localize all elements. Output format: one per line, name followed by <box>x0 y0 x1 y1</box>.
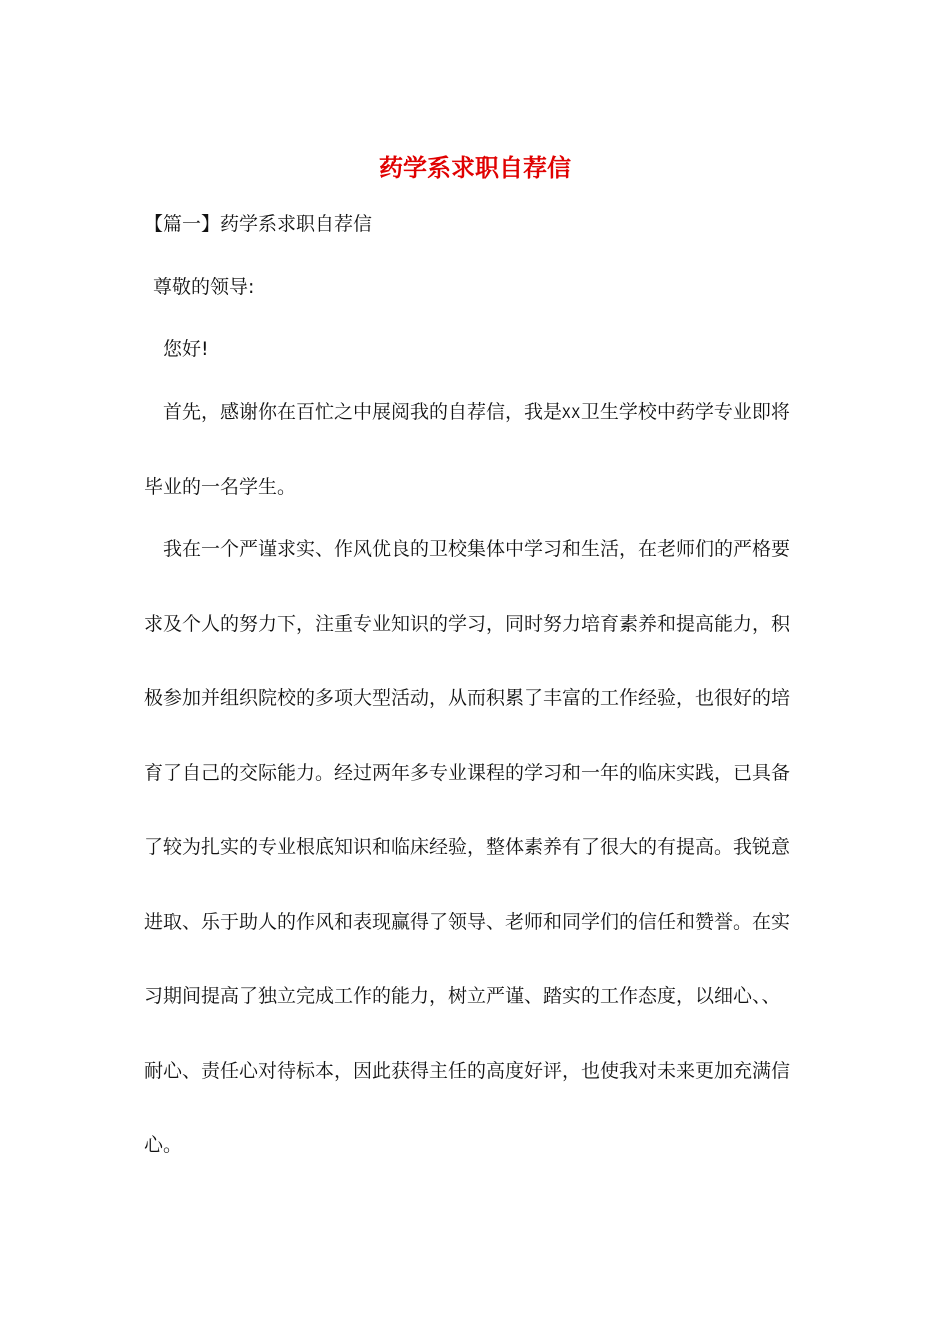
paragraph-2-line-4: 育了自己的交际能力。经过两年多专业课程的学习和一年的临床实践，已具备 <box>144 762 791 784</box>
paragraph-2-line-8: 耐心、责任心对待标本，因此获得主任的高度好评，也使我对未来更加充满信 <box>144 1060 791 1082</box>
school-placeholder: XX <box>562 406 581 422</box>
paragraph-2-line-9: 心。 <box>144 1134 183 1156</box>
paragraph-1-line-1-start: 首先，感谢你在百忙之中展阅我的自荐信，我是 <box>163 401 563 423</box>
greeting: 您好! <box>163 338 209 360</box>
salutation: 尊敬的领导: <box>153 276 255 298</box>
paragraph-1-line-1-end: 卫生学校中药学专业即将 <box>580 401 790 423</box>
paragraph-2-line-7: 习期间提高了独立完成工作的能力，树立严谨、踏实的工作态度，以细心、、 <box>144 985 781 1007</box>
paragraph-2-line-3: 极参加并组织院校的多项大型活动，从而积累了丰富的工作经验，也很好的培 <box>144 687 791 709</box>
document-title: 药学系求职自荐信 <box>379 153 571 182</box>
paragraph-2-line-6: 进取、乐于助人的作风和表现赢得了领导、老师和同学们的信任和赞誉。在实 <box>144 911 791 933</box>
paragraph-2-line-2: 求及个人的努力下，注重专业知识的学习，同时努力培育素养和提高能力，积 <box>144 613 791 635</box>
paragraph-1-line-1 <box>163 398 843 428</box>
paragraph-2-line-1: 我在一个严谨求实、作风优良的卫校集体中学习和生活，在老师们的严格要 <box>163 538 791 560</box>
section-heading: 【篇一】药学系求职自荐信 <box>144 213 373 235</box>
paragraph-1-line-2: 毕业的一名学生。 <box>144 476 297 498</box>
paragraph-2-line-5: 了较为扎实的专业根底知识和临床经验，整体素养有了很大的有提高。我锐意 <box>144 836 791 858</box>
